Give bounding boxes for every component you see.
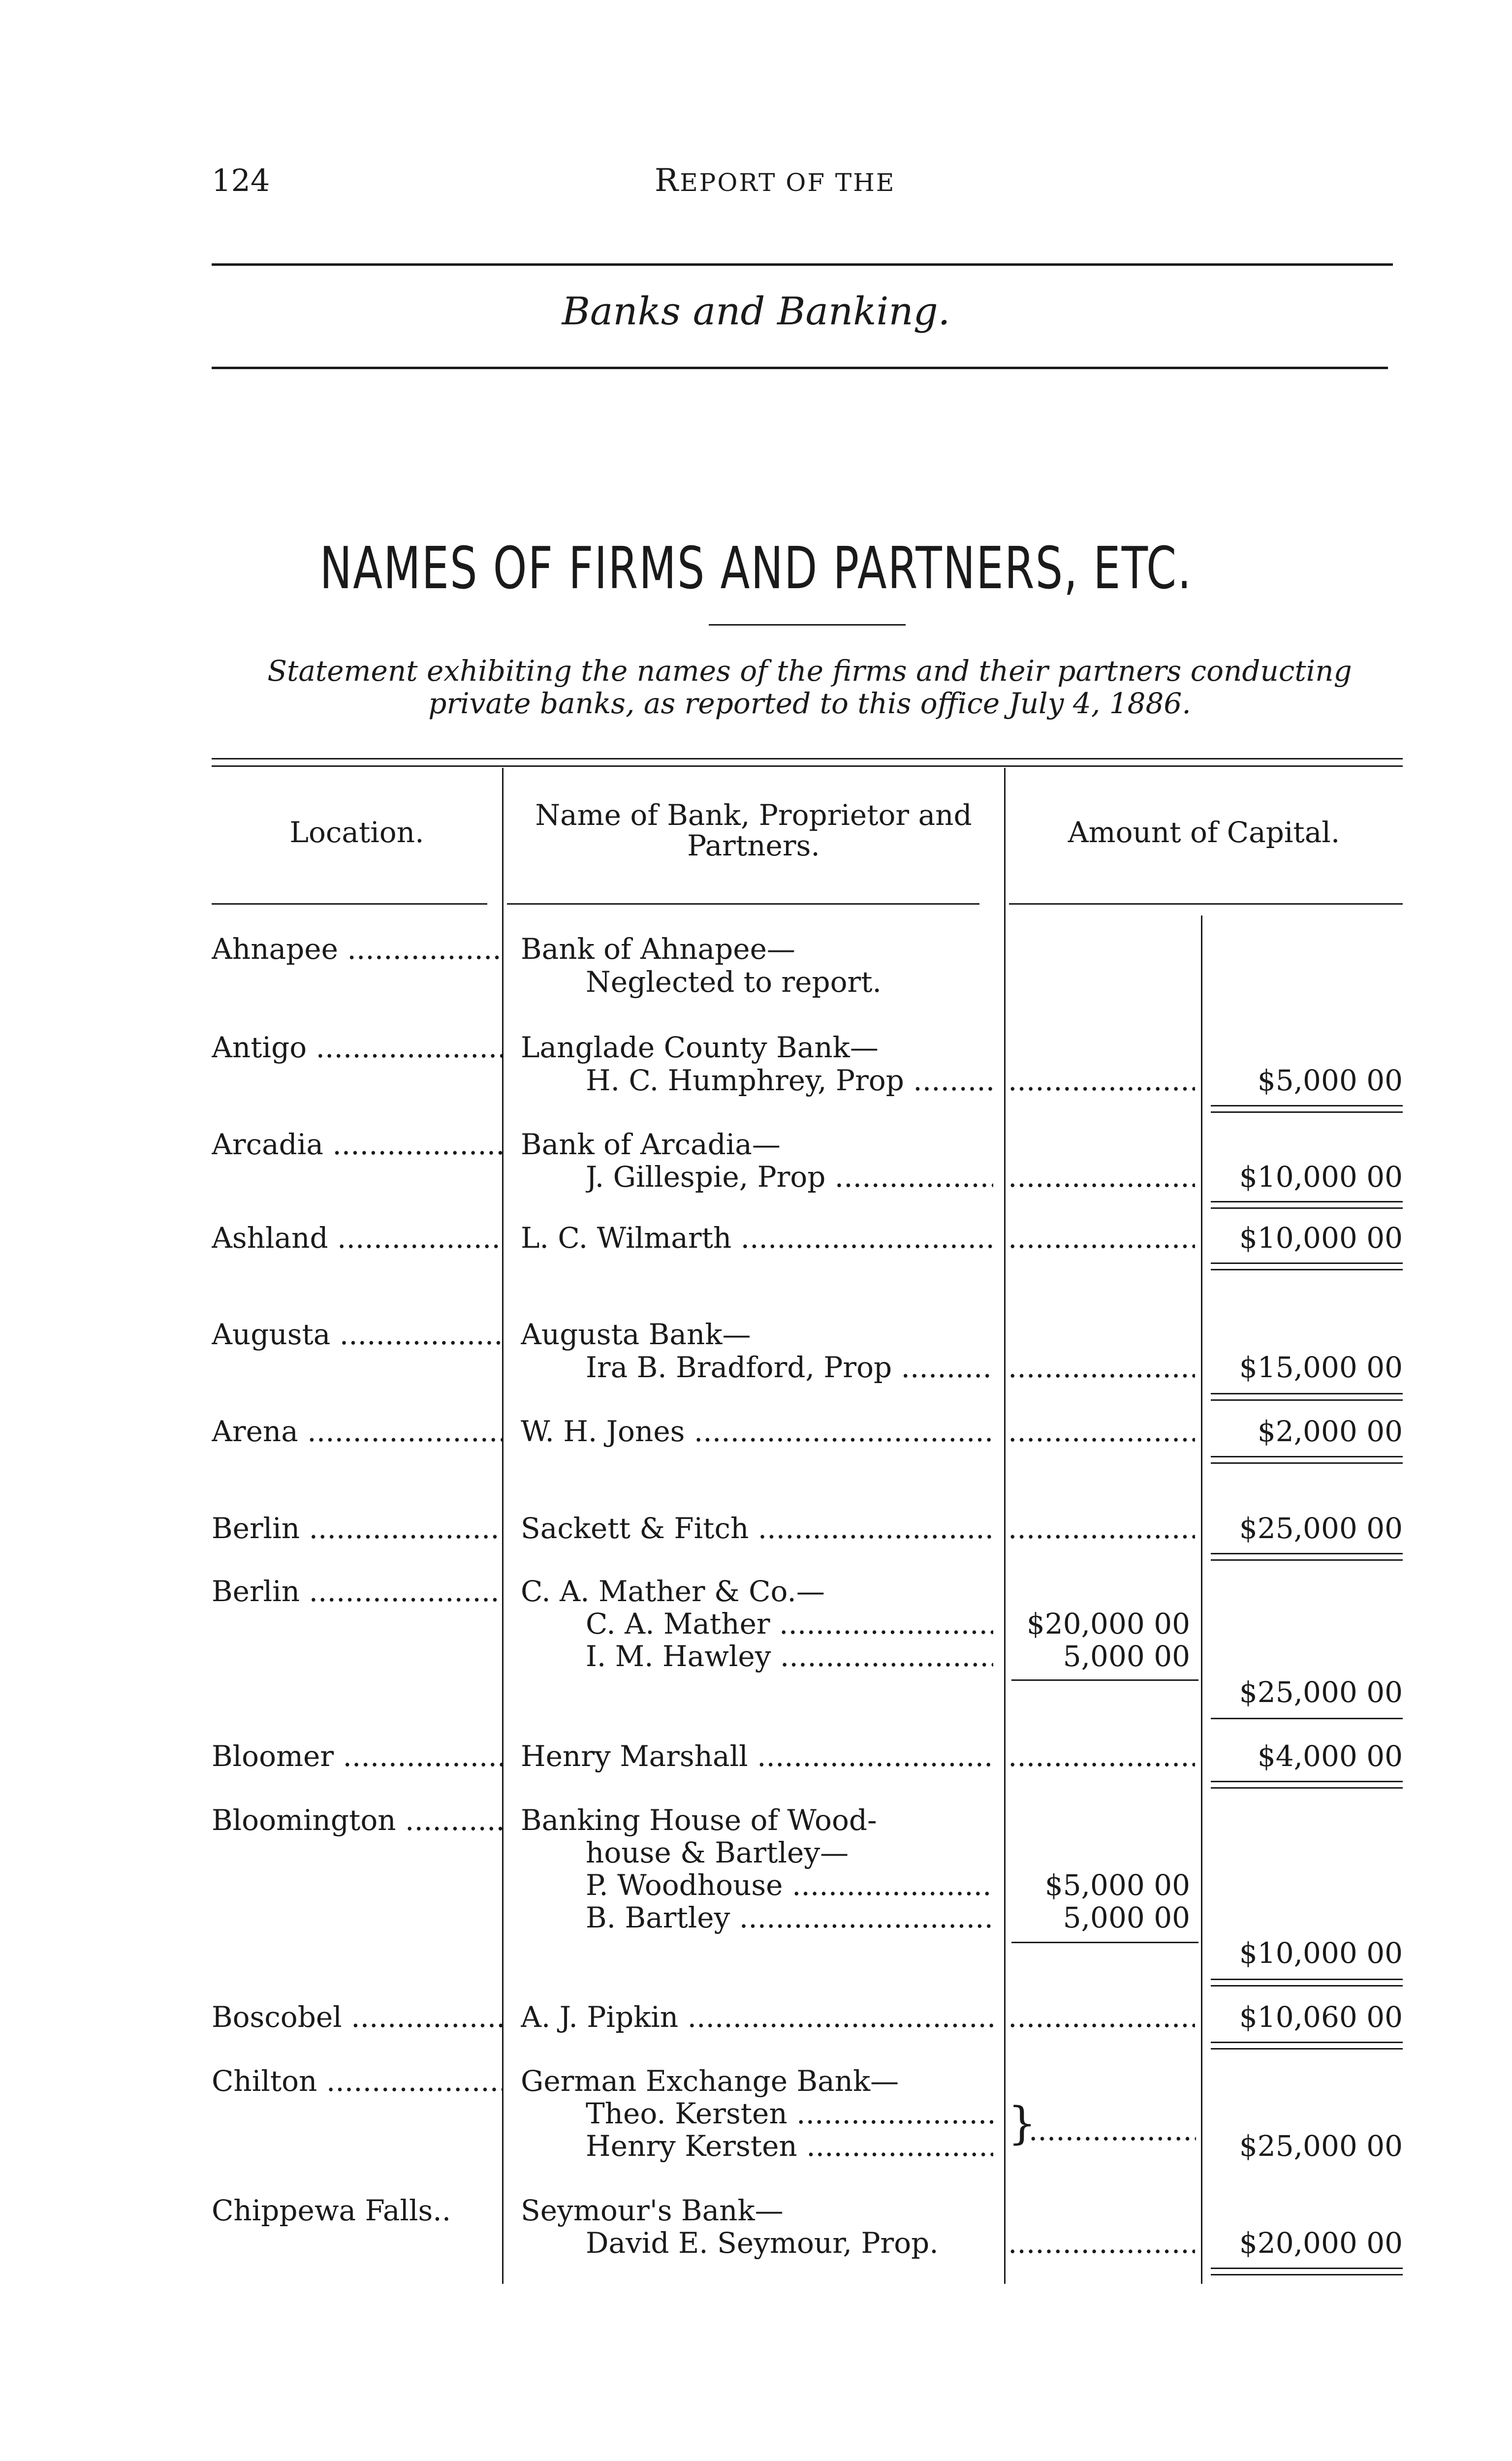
total-rule [1211, 2274, 1403, 2275]
row-bank-name: German Exchange Bank— [521, 2065, 899, 2097]
header-underline-location [212, 903, 487, 905]
row-leader [1008, 1161, 1195, 1193]
main-heading: NAMES OF FIRMS AND PARTNERS, ETC. [319, 534, 1193, 602]
running-head-rest: EPORT OF THE [680, 168, 896, 197]
row-total: $20,000 00 [1239, 2226, 1403, 2260]
row-partner: Henry Kersten ..... [586, 2130, 993, 2162]
total-rule [1211, 1985, 1403, 1987]
row-total: $4,000 00 [1257, 1739, 1403, 1773]
total-rule [1211, 1553, 1403, 1554]
row-location: Bloomer ..... [212, 1740, 502, 1772]
row-location: Chippewa Falls.. [212, 2194, 451, 2227]
row-total: $10,060 00 [1239, 2000, 1403, 2034]
row-total: $10,000 00 [1239, 1221, 1403, 1255]
row-location: Boscobel ..... [212, 2001, 502, 2033]
row-total: $10,000 00 [1239, 1936, 1403, 1970]
row-bank-name: W. H. Jones ..... [521, 1415, 993, 1448]
row-bank-name: Henry Marshall ..... [521, 1740, 993, 1772]
row-total: $25,000 00 [1239, 1675, 1403, 1709]
subtotal-rule [1011, 1942, 1198, 1943]
row-total: $2,000 00 [1257, 1415, 1403, 1448]
row-partner-amount: $5,000 00 [1044, 1868, 1190, 1902]
row-partner: Theo. Kersten ..... [586, 2097, 993, 2130]
row-leader [1008, 1351, 1195, 1384]
row-partner-amount: $20,000 00 [1026, 1607, 1190, 1641]
row-total: $10,000 00 [1239, 1160, 1403, 1194]
row-bank-name: Augusta Bank— [521, 1318, 751, 1351]
row-note: Neglected to report. [586, 966, 882, 998]
row-partner: B. Bartley ..... [586, 1901, 993, 1934]
row-leader [1008, 1512, 1195, 1545]
heading-short-rule [709, 624, 906, 626]
row-leader [1008, 2001, 1195, 2033]
total-rule [1211, 1781, 1403, 1782]
right-brace: } [1008, 2098, 1037, 2149]
total-rule [1211, 1399, 1403, 1401]
row-bank-name: Seymour's Bank— [521, 2194, 784, 2227]
total-rule [1211, 1111, 1403, 1113]
row-proprietor: Ira B. Bradford, Prop ..... [586, 1351, 993, 1384]
row-bank-name: A. J. Pipkin ..... [521, 2001, 993, 2033]
row-bank-name: Banking House of Wood- [521, 1804, 877, 1836]
header-rule [212, 263, 1393, 266]
subtotal-rule [1011, 1679, 1198, 1681]
row-partner-amount: 5,000 00 [1063, 1640, 1190, 1673]
row-bank-name: Langlade County Bank— [521, 1031, 879, 1064]
row-proprietor: J. Gillespie, Prop ..... [586, 1161, 993, 1193]
section-rule [212, 367, 1388, 369]
column-header-name [503, 800, 1004, 861]
row-partner: P. Woodhouse ..... [586, 1869, 993, 1901]
row-total: $15,000 00 [1239, 1351, 1403, 1384]
row-location: Chilton ..... [212, 2065, 502, 2097]
running-head-initial: R [655, 162, 680, 199]
row-partner: C. A. Mather ..... [586, 1608, 993, 1640]
header-underline-capital [1009, 903, 1403, 905]
column-header-name-line-2: Partners. [687, 829, 820, 862]
total-rule [1211, 1787, 1403, 1789]
row-proprietor: David E. Seymour, Prop. [586, 2227, 939, 2259]
row-bank-name: Sackett & Fitch ..... [521, 1512, 993, 1545]
row-location: Augusta ..... [212, 1318, 502, 1351]
total-rule [1211, 1262, 1403, 1264]
running-head [655, 162, 895, 199]
row-leader [1008, 1740, 1195, 1772]
column-header-location: Location. [289, 816, 424, 849]
row-leader [1008, 1222, 1195, 1254]
table-top-rule-2 [212, 765, 1403, 767]
total-rule [1211, 1207, 1403, 1209]
header-underline-name [507, 903, 979, 905]
row-location: Antigo ..... [212, 1031, 502, 1064]
row-total: $25,000 00 [1239, 2129, 1403, 2163]
row-location: Ahnapee ..... [212, 933, 502, 965]
total-rule [1211, 1456, 1403, 1457]
total-rule [1211, 1462, 1403, 1464]
row-leader [1008, 2227, 1195, 2259]
table-top-rule [212, 758, 1403, 759]
total-rule [1211, 1201, 1403, 1202]
total-rule [1211, 1105, 1403, 1106]
row-location: Berlin ..... [212, 1512, 502, 1545]
statement [212, 655, 1408, 720]
row-location: Arcadia ..... [212, 1128, 502, 1161]
row-bank-name: Bank of Arcadia— [521, 1128, 781, 1161]
row-leader [1008, 1415, 1195, 1448]
statement-line-1: Statement exhibiting the names of the firms and their partners conducting [267, 654, 1352, 688]
statement-line-2: private banks, as reported to this office July 4, 1886. [428, 687, 1191, 720]
total-rule [1211, 1718, 1403, 1719]
column-divider-1 [502, 768, 504, 2284]
row-location: Berlin ..... [212, 1575, 502, 1608]
row-total: $5,000 00 [1257, 1064, 1403, 1097]
row-bank-name: Bank of Ahnapee— [521, 933, 795, 965]
row-partner-amount: 5,000 00 [1063, 1901, 1190, 1934]
row-total: $25,000 00 [1239, 1512, 1403, 1545]
row-bank-name: L. C. Wilmarth ..... [521, 1222, 993, 1254]
column-header-capital: Amount of Capital. [1068, 816, 1340, 849]
row-proprietor: H. C. Humphrey, Prop ..... [586, 1064, 993, 1097]
total-rule [1211, 1269, 1403, 1270]
row-partner: I. M. Hawley ..... [586, 1640, 993, 1672]
section-title: Banks and Banking. [562, 289, 950, 334]
row-bank-name: C. A. Mather & Co.— [521, 1575, 825, 1608]
column-header-name-line-1: Name of Bank, Proprietor and [535, 798, 972, 832]
row-leader [1029, 2114, 1196, 2146]
row-location: Bloomington ..... [212, 1804, 502, 1836]
column-divider-3 [1201, 915, 1202, 2284]
total-rule [1211, 1559, 1403, 1561]
total-rule [1211, 2048, 1403, 2050]
total-rule [1211, 2042, 1403, 2043]
total-rule [1211, 2268, 1403, 2269]
row-bank-name-cont: house & Bartley— [586, 1836, 849, 1869]
row-location: Ashland ..... [212, 1222, 502, 1254]
column-divider-2 [1004, 768, 1006, 2284]
row-leader [1008, 1064, 1195, 1097]
row-location: Arena ..... [212, 1415, 502, 1448]
page-number: 124 [212, 162, 270, 198]
total-rule [1211, 1979, 1403, 1980]
total-rule [1211, 1393, 1403, 1394]
